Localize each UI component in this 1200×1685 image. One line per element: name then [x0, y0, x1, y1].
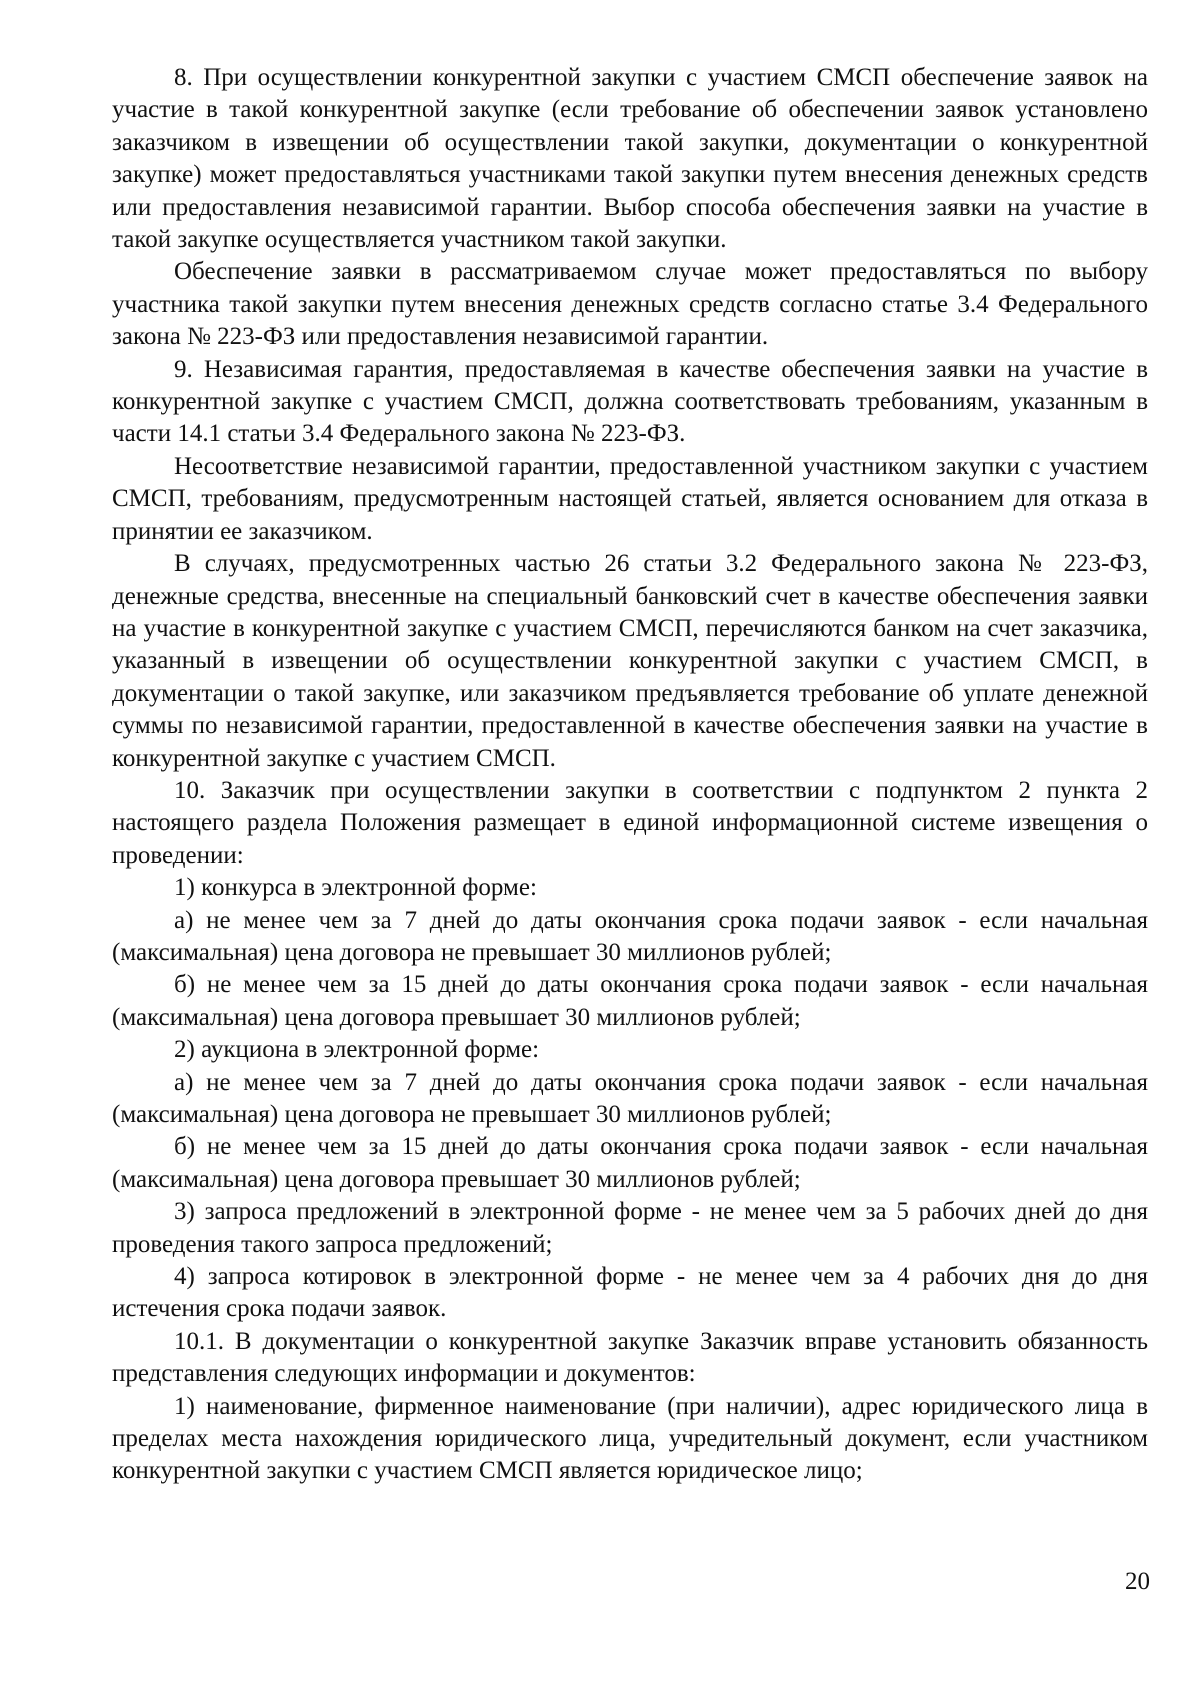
list-item-2a: а) не менее чем за 7 дней до даты окончания срока подачи заявок - если начальная (максимальная) цена договора не превышает 30 миллионов рублей; [112, 1068, 1148, 1128]
paragraph-8-guarantee-choice: Обеспечение заявки в рассматриваемом случае может предоставляться по выбору участника такой закупки путем внесения денежных средств согласно статье 3.4 Федерального закона № 223-ФЗ или предоставления независимой гарантии. [112, 258, 1148, 351]
paragraph-9: 9. Независимая гарантия, предоставляемая в качестве обеспечения заявки на участие в конкурентной закупке с участием СМСП, должна соответствовать требованиям, указанным в части 14.1 статьи 3.4 Федерального закона № 223-ФЗ. [112, 355, 1148, 448]
list-item-10-1-1: 1) наименование, фирменное наименование (при наличии), адрес юридического лица в пределах места нахождения юридического лица, учредительный документ, если участником конкурентной закупки с участием СМСП является юридическое лицо; [112, 1392, 1148, 1485]
list-item-1a: а) не менее чем за 7 дней до даты окончания срока подачи заявок - если начальная (максимальная) цена договора не превышает 30 миллионов рублей; [112, 906, 1148, 966]
list-item-4-quotations: 4) запроса котировок в электронной форме - не менее чем за 4 рабочих дня до дня истечения срока подачи заявок. [112, 1263, 1148, 1323]
paragraph-9-noncompliance: Несоответствие независимой гарантии, предоставленной участником закупки с участием СМСП, требованиям, предусмотренным настоящей статьей, является основанием для отказа в принятии ее заказчиком. [112, 452, 1148, 545]
list-item-1-contest: 1) конкурса в электронной форме: [174, 874, 537, 902]
page-number: 20 [1125, 1568, 1150, 1595]
paragraph-10: 10. Заказчик при осуществлении закупки в соответствии с подпунктом 2 пункта 2 настоящего раздела Положения размещает в единой информационной системе извещения о проведении: [112, 776, 1148, 869]
list-item-1b: б) не менее чем за 15 дней до даты окончания срока подачи заявок - если начальная (максимальная) цена договора превышает 30 миллионов рублей; [112, 971, 1148, 1031]
list-item-2b: б) не менее чем за 15 дней до даты окончания срока подачи заявок - если начальная (максимальная) цена договора превышает 30 миллионов рублей; [112, 1133, 1148, 1193]
list-item-2-auction: 2) аукциона в электронной форме: [174, 1036, 540, 1064]
paragraph-10-1: 10.1. В документации о конкурентной закупке Заказчик вправе установить обязанность представления следующих информации и документов: [112, 1327, 1148, 1388]
paragraph-8: 8. При осуществлении конкурентной закупки с участием СМСП обеспечение заявок на участие в такой конкурентной закупке (если требование об обеспечении заявок установлено заказчиком в извещении об осуществлении такой закупки, документации о конкурентной закупке) может предоставляться участниками такой закупки путем внесения денежных средств или предоставления независимой гарантии. Выбор способа обеспечения заявки на участие в такой закупке осуществляется участником такой закупки. [112, 64, 1148, 254]
document-body [112, 62, 1148, 1488]
list-item-3-proposals: 3) запроса предложений в электронной форме - не менее чем за 5 рабочих дней до дня проведения такого запроса предложений; [112, 1198, 1148, 1258]
paragraph-9-funds-transfer: В случаях, предусмотренных частью 26 статьи 3.2 Федерального закона № 223-ФЗ, денежные средства, внесенные на специальный банковский счет в качестве обеспечения заявки на участие в конкурентной закупке с участием СМСП, перечисляются банком на счет заказчика, указанный в извещении об осуществлении конкурентной закупки с участием СМСП, в документации о такой закупке, или заказчиком предъявляется требование об уплате денежной суммы по независимой гарантии, предоставленной в качестве обеспечения заявки на участие в конкурентной закупке с участием СМСП. [112, 550, 1148, 772]
